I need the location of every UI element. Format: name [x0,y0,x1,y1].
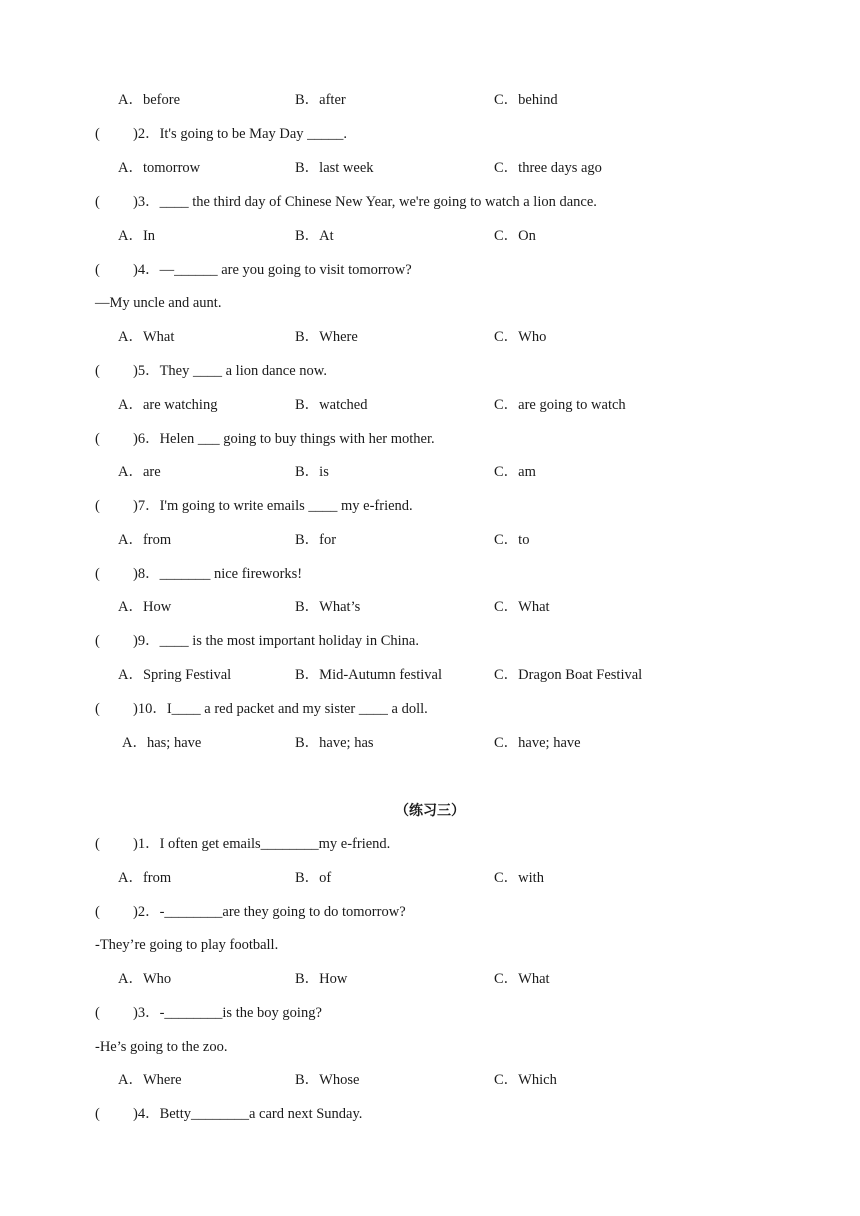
question-text: )1．I often get emails________my e-friend. [133,836,391,852]
option-c: C．are going to watch [494,397,626,413]
option-c: C．What [494,971,550,987]
answer-bracket: ( [95,701,100,717]
option-c: C．Dragon Boat Festival [494,667,643,683]
question-stem [95,193,597,211]
option-b: B．for [295,532,337,548]
question-text: )9．____ is the most important holiday in China. [133,633,419,649]
question-stem [95,1105,362,1123]
option-c: C．Who [494,329,547,345]
option-b: B．have; has [295,735,374,751]
option-b: B．last week [295,160,374,176]
option-b: B．watched [295,397,368,413]
option-c: C．with [494,870,544,886]
option-c: C．behind [494,92,558,108]
option-a: A．has; have [122,735,202,751]
question-stem [95,497,413,515]
answer-bracket: ( [95,1106,100,1122]
answer-bracket: ( [95,363,100,379]
option-a: A．from [118,870,172,886]
option-b: B．Where [295,329,358,345]
question-text: )7．I'm going to write emails ____ my e-friend. [133,498,413,514]
option-c: C．On [494,228,536,244]
question-text: )2．-________are they going to do tomorrow? [133,904,406,920]
question-text: )6．Helen ___ going to buy things with her mother. [133,431,435,447]
question-text: )3．____ the third day of Chinese New Year, we're going to watch a lion dance. [133,194,597,210]
dialogue-answer: —My uncle and aunt. [95,295,222,311]
option-a: A．are [118,464,161,480]
answer-bracket: ( [95,836,100,852]
question-stem [95,700,428,718]
question-text: )5．They ____ a lion dance now. [133,363,327,379]
dialogue-answer: -He’s going to the zoo. [95,1039,228,1055]
option-a: A．Where [118,1072,182,1088]
option-c: C．Which [494,1072,557,1088]
option-c: C．What [494,599,550,615]
question-stem [95,362,327,380]
question-stem [95,125,347,143]
question-text: )3．-________is the boy going? [133,1005,322,1021]
question-stem [95,835,390,853]
answer-bracket: ( [95,498,100,514]
question-stem [95,1004,322,1022]
answer-bracket: ( [95,431,100,447]
option-a: A．tomorrow [118,160,201,176]
question-text: )4．Betty________a card next Sunday. [133,1106,363,1122]
dialogue-answer: -They’re going to play football. [95,937,279,953]
option-a: A．before [118,92,181,108]
option-c: C．three days ago [494,160,602,176]
option-a: A．In [118,228,156,244]
option-b: B．after [295,92,346,108]
question-stem [95,632,419,650]
answer-bracket: ( [95,262,100,278]
answer-bracket: ( [95,566,100,582]
option-b: B．How [295,971,348,987]
question-stem [95,430,435,448]
answer-bracket: ( [95,126,100,142]
option-b: B．is [295,464,329,480]
question-stem [95,565,302,583]
option-a: A．from [118,532,172,548]
question-text: )2．It's going to be May Day _____. [133,126,348,142]
option-a: A．What [118,329,175,345]
question-stem [95,903,406,921]
option-b: B．What’s [295,599,361,615]
option-c: C．am [494,464,536,480]
option-b: B．Mid-Autumn festival [295,667,443,683]
option-c: C．to [494,532,530,548]
section-title: （练习三） [395,803,465,819]
option-a: A．are watching [118,397,218,413]
option-a: A．How [118,599,172,615]
option-c: C．have; have [494,735,581,751]
option-b: B．Whose [295,1072,360,1088]
answer-bracket: ( [95,633,100,649]
option-a: A．Who [118,971,172,987]
question-stem [95,261,412,279]
answer-bracket: ( [95,1005,100,1021]
question-text: )10．I____ a red packet and my sister ____ a doll. [133,701,428,717]
option-b: B．At [295,228,334,244]
option-a: A．Spring Festival [118,667,232,683]
question-text: )8．_______ nice fireworks! [133,566,303,582]
question-text: )4．—______ are you going to visit tomorrow? [133,262,412,278]
option-b: B．of [295,870,332,886]
answer-bracket: ( [95,194,100,210]
answer-bracket: ( [95,904,100,920]
